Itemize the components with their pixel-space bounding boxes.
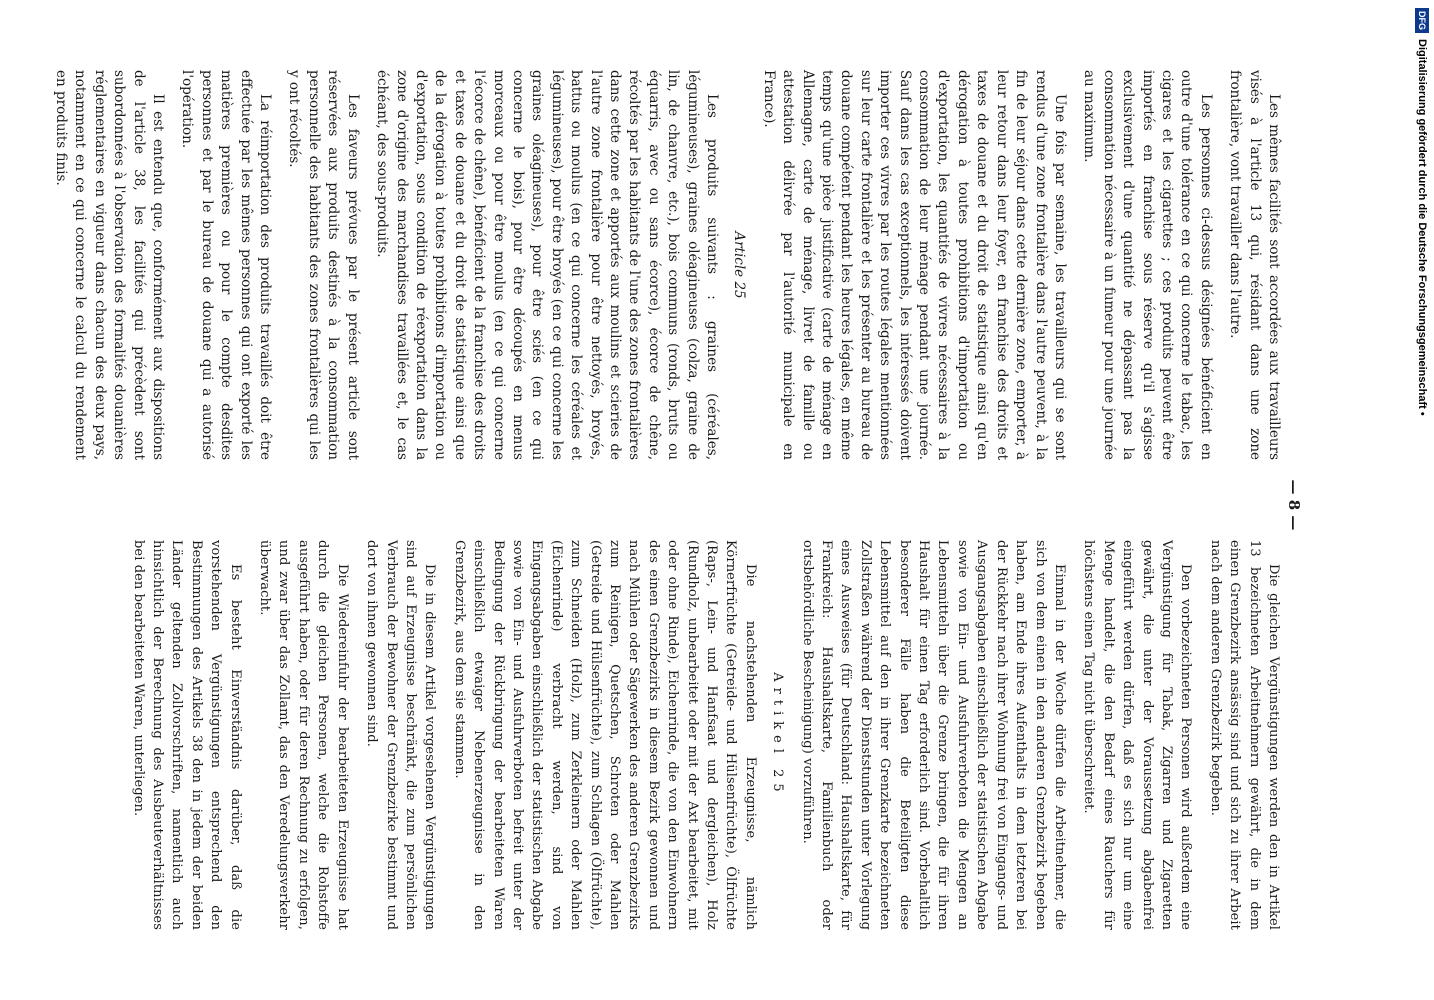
german-paragraph: Die gleichen Vergünstigungen werden den in Artikel 13 bezeichneten Arbeitnehmern gewährt, die in dem einen Grenzbezirk ansässig sind und sich zu ihrer Arbeit nach dem anderen Grenzbezirk begeben. [1207,540,1281,930]
french-paragraph: Les faveurs prévues par le présent article sont réservées aux produits destinés à la consommation personnelle des habitants des zones frontalières qui les y ont récoltés. [286,70,361,460]
french-paragraph: La réimportation des produits travaillés doit être effectuée par les mêmes personnes qui ont exporté les matières premières ou pour le compte desdites personnes et par le bureau de douane qui a autorisé l'opération. [179,70,274,460]
french-paragraph: Il est entendu que, conformément aux dispositions de l'article 38, les facilités qui précèdent sont subordonnées à l'observation des formalités douanières réglementaires en vigueur dans chacun des deux pays, notamment en ce qui concerne le calcul du rendement en produits finis. [53,70,167,460]
german-column [118,540,1283,930]
german-paragraph: Die Wiedereinfuhr der bearbeiteten Erzeugnisse hat durch die gleichen Personen, welche die Rohstoffe ausgeführt haben, oder für deren Rechnung zu erfolgen, und zwar über das Zollamt, das den Veredelungsverkehr überwacht. [257,540,350,930]
french-paragraph: Les mêmes facilités sont accordées aux travailleurs visés à l'article 13 qui, résidant dans une zone frontalière, vont travailler dans l'autre. [1227,70,1282,460]
dfg-logo: DFG [1415,8,1429,33]
german-paragraph: Einmal in der Woche dürfen die Arbeitnehmer, die sich von dem einen in den anderen Grenzbezirk begeben haben, am Ende ihres Aufenthalts in dem letzteren bei der Rückkehr nach ihrer Wohnung frei von Eingangs- und Ausgangsabgaben einschließlich der statistischen Abgabe sowie von Ein- und Ausfuhrverboten die Mengen an Lebensmitteln über die Grenze bringen, die für ihren Haushalt für einen Tag erforderlich sind. Vorbehaltlich besonderer Fälle haben die Beteiligten diese Lebensmittel auf den in ihrer Grenzkarte bezeichneten Zollstraßen während der Dienststunden unter Vorlegung eines Ausweises (für Deutschland: Haushaltskarte, für Frankreich: Haushaltskarte, Familienbuch oder ortsbehördliche Bescheinigung) vorzuführen. [799,540,1067,930]
rotated-text-block [53,70,1303,950]
german-article-heading: Artikel 25 [770,672,786,798]
french-paragraph: Les personnes ci-dessus désignées bénéficient en outre d'une tolérance en ce qui concerne le tabac, les cigares et les cigarettes ; ces produits peuvent être importés en franchise sous réserve qu'il s'agisse exclusivement d'une quantité ne dépassant pas la consommation nécessaire à un fumeur pour une journée au maximum. [1081,70,1214,460]
page-number: — 8 — [1285,479,1303,531]
french-article-heading: Article 25 [731,231,748,299]
german-paragraph: Die nachstehenden Erzeugnisse, nämlich Körnerfrüchte (Getreide- und Hülsenfrüchte), Ölfrüchte (Raps-, Lein- und Hanfsaat und dergleichen), Holz (Rundholz, unbearbeitet oder mit der Axt bearbeitet, mit oder ohne Rinde), Eichenrinde, die von den Einwohnern des einen Grenzbezirks in diesem Bezirk gewonnen und nach Mühlen oder Sägewerken des anderen Grenzbezirks zum Reinigen, Quetschen, Schroten oder Mahlen (Getreide und Hülsenfrüchte), zum Schlagen (Ölfrüchte), zum Schneiden (Holz), zum Zerkleinern oder Mahlen (Eichenrinde) verbracht werden, sind von Eingangsabgaben einschließlich der statistischen Abgabe sowie von Ein- und Ausfuhrverboten befreit unter der Bedingung der Rückbringung der bearbeiteten Waren einschließlich etwaiger Nebenerzeugnisse in den Grenzbezirk, aus dem sie stammen. [451,540,758,930]
french-paragraph: Une fois par semaine, les travailleurs qui se sont rendus d'une zone frontalière dans l'autre peuvent, à la fin de leur séjour dans cette dernière zone, emporter, à leur retour dans leur foyer, en franchise des droits et taxes de douane et du droit de statistique ainsi qu'en dérogation à toutes prohibitions d'importation ou d'exportation, les quantités de vivres nécessaires à la consommation de leur ménage pendant une journée. Sauf dans les cas exceptionnels, les intéressés doivent importer ces vivres par les routes légales mentionnées sur leur carte frontalière et les présenter au bureau de douane compétent pendant les heures légales, en même temps qu'une pièce justificative (carte de ménage en Allemagne, carte de ménage, livret de famille ou attestation délivrée par l'autorité municipale en France). [760,70,1068,460]
french-column [41,70,1283,460]
digitization-note [1412,8,1432,828]
german-paragraph: Den vorbezeichneten Personen wird außerdem eine Vergünstigung für Tabak, Zigarren und Zigaretten gewährt, die unter der Voraussetzung abgabenfrei eingeführt werden dürfen, daß es sich nur um eine Menge handelt, die den Bedarf eines Rauchers für höchstens einen Tag nicht überschreitet. [1081,540,1194,930]
german-paragraph: Es besteht Einverständnis darüber, daß die vorstehenden Vergünstigungen entsprechend den Bestimmungen des Artikels 38 den in jedem der beiden Länder geltenden Zollvorschriften, namentlich auch hinsichtlich der Berechnung des Ausbeuteverhältnisses bei den bearbeiteten Waren, unterliegen. [130,540,243,930]
digitization-note-text: Digitalisierung gefördert durch die Deutsche Forschungsgemeinschaft • [1416,39,1428,416]
french-paragraph: Les produits suivants : graines (céréales, légumineuses), graines oléagineuses (colza, graine de lin, de chanvre, etc.), bois communs (ronds, bruts ou équarris, avec ou sans écorce), écorce de chêne, récoltés par les habitants de l'une des zones frontalières dans cette zone et apportés aux moulins et scieries de l'autre zone frontalière pour être nettoyés, broyés, battus ou moulus (en ce qui concerne les céréales et légumineuses), pour être broyés (en ce qui concerne les graines oléagineuses), pour être sciés (en ce qui concerne le bois), pour être découpés en menus morceaux ou pour être moulus (en ce qui concerne l'écorce de chêne), bénéficient de la franchise des droits et taxes de douane et du droit de statistique ainsi que de la dérogation à toutes prohibitions d'importation ou d'exportation, sous condition de réexportation dans la zone d'origine des marchandises travaillées et, le cas échéant, des sous-produits. [374,70,721,460]
german-paragraph: Die in diesem Artikel vorgesehenen Vergünstigungen sind auf Erzeugnisse beschränkt, die zum persönlichen Verbrauch der Bewohner der Grenzbezirke bestimmt und dort von ihnen gewonnen sind. [364,540,438,930]
